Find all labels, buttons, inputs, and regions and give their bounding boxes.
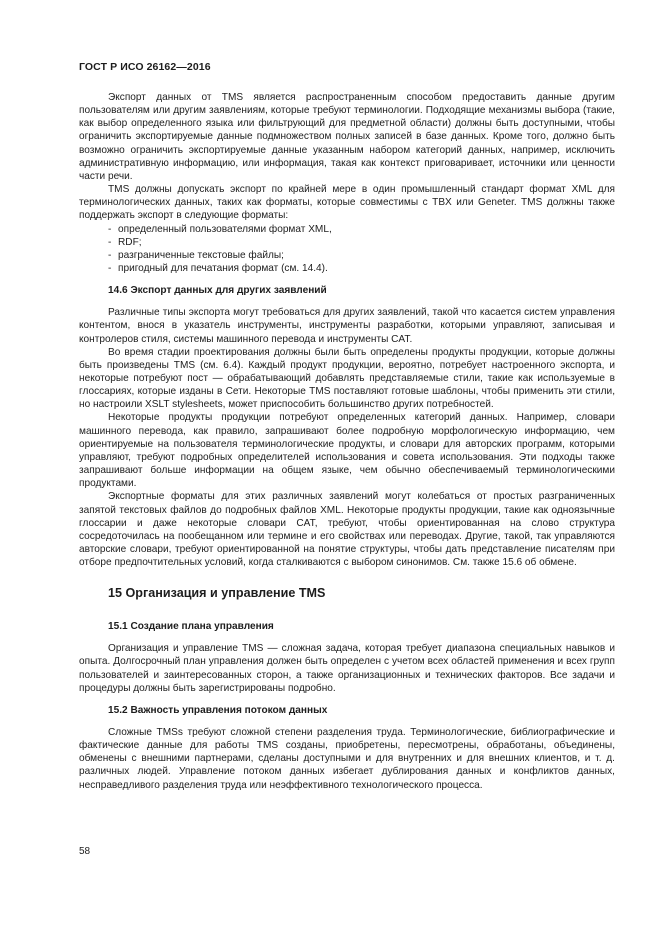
- list-item: [79, 223, 615, 236]
- list-item-text: RDF;: [118, 236, 142, 248]
- list-item: [79, 249, 615, 262]
- list-dash: -: [108, 236, 112, 248]
- section-15-heading: 15 Организация и управление TMS: [108, 586, 326, 601]
- section-15-2-heading: 15.2 Важность управления потоком данных: [108, 704, 328, 716]
- document-header: ГОСТ Р ИСО 26162—2016: [79, 61, 211, 73]
- page-number: 58: [79, 846, 91, 857]
- section-14-6-paragraph-3: Некоторые продукты продукции потребуют определенных категорий данных. Например, словари машинного перевода, как правило, запрашивают более подробную морфологическую информацию, чем ориентируемые на пользователя терминологические продукты, и словари для авторских программ, которыми управляют, требуют подробных определителей использования и совета использования. Эти подходы также запрашивают больше информации на общем языке, чем обычно обеспечиваемый терминологическими продуктами.: [79, 412, 615, 490]
- section-14-6-paragraph-4: Экспортные форматы для этих различных заявлений могут колебаться от простых разграниченных запятой текстовых файлов до подробных файлов XML. Некоторые продукты продукции, такие как одноязычные глоссарии и даже некоторые словари CAT, требуют, чтобы ориентированная на слово структура сосредоточилась на пообещанном или термине и его свойствах или переводах. Другие, такой, так управляются авторские словари, требуют ориентированной на понятие структуры, чтобы дать представление писателям при отборе предпочтительных условий, когда сталкиваются с выбором синонимов. См. также 15.6 об обмене.: [79, 491, 615, 569]
- paragraph-export-formats: TMS должны допускать экспорт по крайней мере в один промышленный стандарт формат XML для терминологических данных, таких как форматы, которые совместимы с TBX или Geneter. TMS должны также поддержать экспорт в следующие форматы:: [79, 184, 615, 222]
- section-14-6-paragraph-1: Различные типы экспорта могут требоваться для других заявлений, такой что касается систем управления контентом, внося в указатель инструменты, инструменты разработки, которыми управляют, записывая и контролеров стиля, системы машинного перевода и инструменты CAT.: [79, 307, 615, 345]
- list-item: [79, 236, 615, 249]
- section-14-6-paragraph-2: Во время стадии проектирования должны были быть определены продукты продукции, которые должны быть произведены TMS (см. 6.4). Каждый продукт продукции, вероятно, потребует настроенного экспорта, и некоторые потребуют пост — обрабатывающий добавлять представляемые стили, такие как используемые в глоссариях, которые изданы в Сети. Некоторые TMS поставляют готовые шаблоны, чтобы применить эти стили, но настроили XSLT stylesheets, может приспособить большинство других потребностей.: [79, 346, 615, 411]
- list-dash: -: [108, 263, 112, 275]
- page-content: [79, 91, 615, 792]
- section-14-6-heading: 14.6 Экспорт данных для других заявлений: [108, 285, 327, 297]
- list-dash: -: [108, 249, 112, 261]
- list-item-text: определенный пользователями формат XML,: [118, 223, 332, 235]
- list-item-text: разграниченные текстовые файлы;: [118, 249, 284, 261]
- list-item-text: пригодный для печатания формат (см. 14.4).: [118, 263, 328, 275]
- list-dash: -: [108, 223, 112, 235]
- section-15-1-paragraph: Организация и управление TMS — сложная задача, которая требует диапазона специальных навыков и опыта. Долгосрочный план управления должен быть определен с учетом всех областей применения и всех групп пользователей и заинтересованных сторон, а также организационных и технических факторов. Все задачи и процедуры должны быть зарегистрированы подробно.: [79, 643, 615, 694]
- list-item: [79, 262, 615, 275]
- section-15-2-paragraph: Сложные TMSs требуют сложной степени разделения труда. Терминологические, библиографические и фактические данные для работы TMS созданы, приобретены, пересмотрены, обработаны, объединены, обменены с внешними партнерами, сделаны доступными и для внутренних и для внешних клиентов, и т. д. различных людей. Управление потоком данных избегает дублирования данных и конфликтов данных, несправедливого разделения труда или неэффективного технологического процесса.: [79, 726, 615, 791]
- paragraph-export-intro: Экспорт данных от TMS является распространенным способом предоставить данные другим пользователям или другим заявлениям, которые требуют терминологии. Подходящие механизмы выбора (такие, как выбор определенного языка или фильтрующий для предметной области) должны быть доступными, чтобы ограничить экспортируемые данные подмножеством полных записей в базе данных. Кроме того, должно быть возможно ограничить экспортируемые данные указанным набором категорий данных, например, исключить административную информацию, или информация, такая как контекст приговаривает, источники или ценности части речи.: [79, 92, 615, 182]
- export-format-list: [79, 223, 615, 276]
- section-15-1-heading: 15.1 Создание плана управления: [108, 621, 274, 633]
